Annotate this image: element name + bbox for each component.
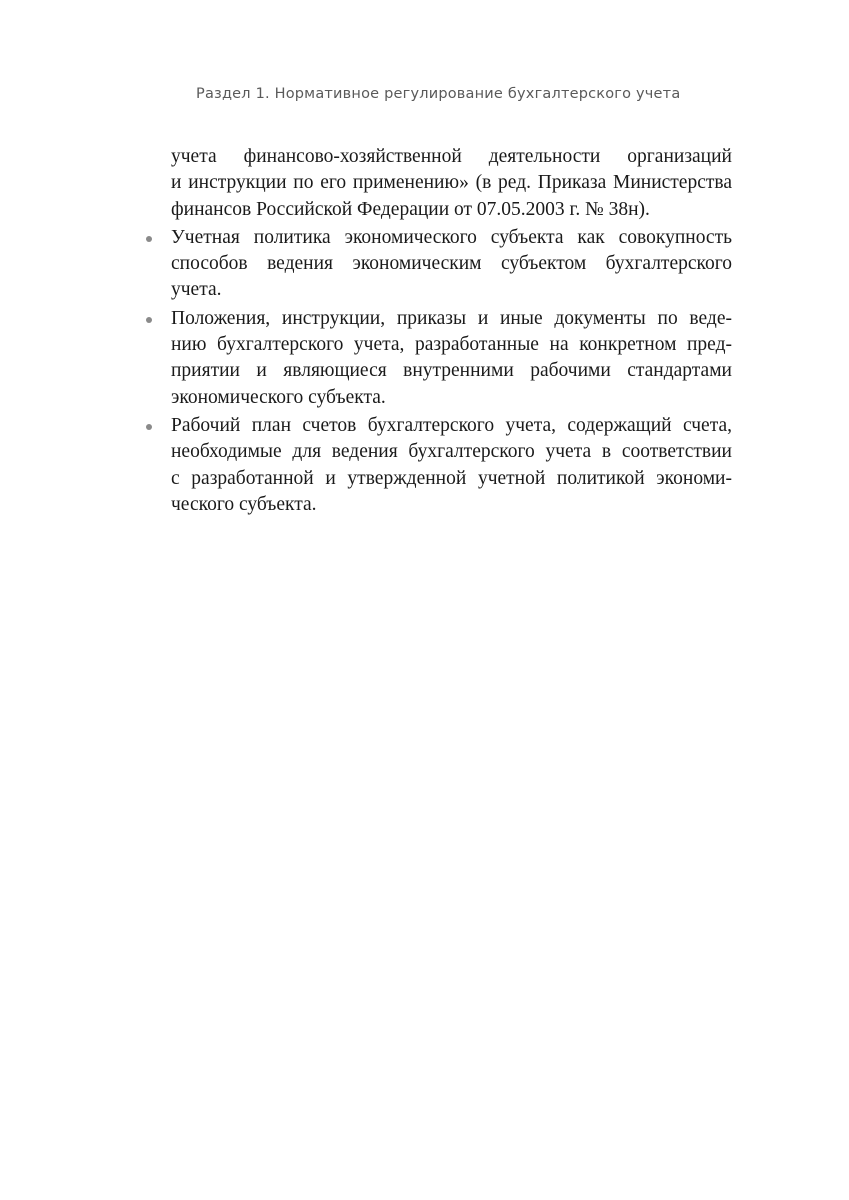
running-header: Раздел 1. Нормативное регулирование бухгалтерского учета (196, 86, 681, 102)
list-item (140, 225, 732, 304)
body-text (140, 144, 732, 518)
text-line: экономического субъекта. (171, 386, 386, 408)
text-line: Рабочий план счетов бухгалтерского учета, содержащий счета, (171, 414, 732, 436)
text-line: учета финансово-хозяйственной деятельности организаций (171, 146, 732, 167)
text-line: учета. (171, 279, 222, 301)
bullet-icon (146, 236, 152, 242)
text-line: и инструкции по его применению» (в ред. Приказа Министерства (171, 172, 732, 194)
text-line: Учетная политика экономического субъекта как совокупность (171, 226, 732, 248)
text-line: Положения, инструкции, приказы и иные документы по веде- (171, 307, 732, 329)
text-line: ческого субъекта. (171, 493, 317, 515)
text-line: способов ведения экономическим субъектом бухгалтерского (171, 253, 732, 275)
text-line: с разработанной и утвержденной учетной политикой экономи- (171, 467, 732, 489)
continuation-paragraph (140, 144, 732, 223)
text-line: нию бухгалтерского учета, разработанные на конкретном пред- (171, 334, 732, 356)
text-line: приятии и являющиеся внутренними рабочими стандартами (171, 360, 732, 382)
text-line: финансов Российской Федерации от 07.05.2003 г. № 38н). (171, 198, 650, 220)
text-line: необходимые для ведения бухгалтерского учета в соответствии (171, 441, 732, 463)
list-item (140, 306, 732, 411)
bullet-icon (146, 317, 152, 323)
list-item (140, 413, 732, 518)
bullet-icon (146, 424, 152, 430)
